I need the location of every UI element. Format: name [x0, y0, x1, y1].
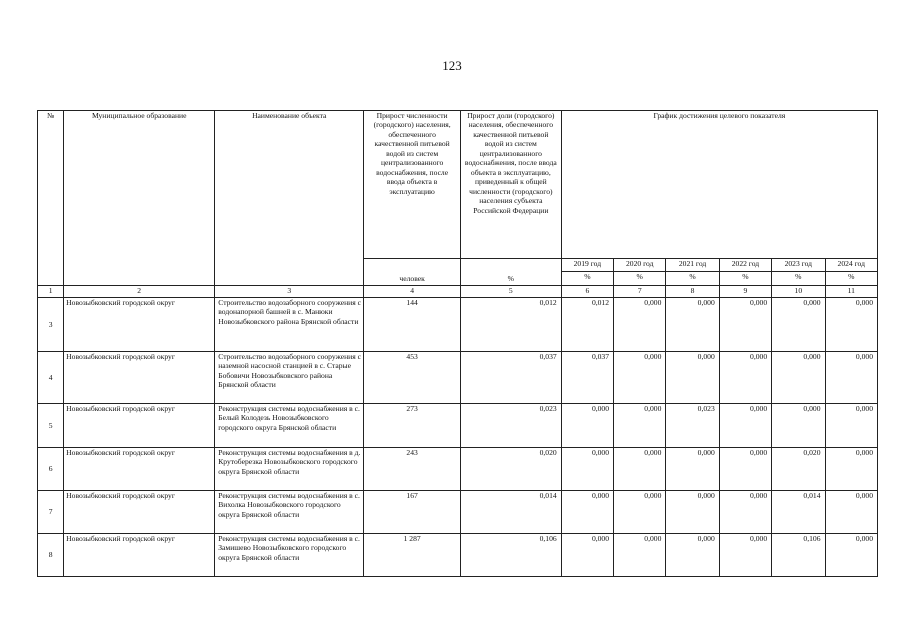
value-2022-cell: 0,000 — [719, 491, 771, 534]
header-num: № — [38, 111, 64, 286]
unit-2021: % — [666, 272, 719, 286]
table-row — [38, 448, 878, 491]
year-2022: 2022 год — [719, 259, 771, 272]
value-2019-cell: 0,000 — [561, 404, 613, 448]
value-2024-cell: 0,000 — [825, 352, 878, 404]
unit-2024: % — [825, 272, 878, 286]
value-2021-cell: 0,000 — [666, 491, 719, 534]
header-growth-population: Прирост численности (городского) населения, обеспеченного качественной питьевой водой из систем централизованного водоснабжения, после ввода объекта в эксплуатацию — [364, 111, 461, 259]
municipality-cell: Новозыбковский городской округ — [64, 491, 215, 534]
people-growth-cell: 167 — [364, 491, 461, 534]
share-growth-cell: 0,014 — [460, 491, 561, 534]
value-2021-cell: 0,000 — [666, 352, 719, 404]
unit-2020: % — [614, 272, 666, 286]
column-number: 5 — [460, 286, 561, 298]
municipality-cell: Новозыбковский городской округ — [64, 448, 215, 491]
table-row — [38, 298, 878, 352]
value-2022-cell: 0,000 — [719, 298, 771, 352]
table-row — [38, 534, 878, 577]
year-2020: 2020 год — [614, 259, 666, 272]
value-2021-cell: 0,000 — [666, 298, 719, 352]
object-name-cell: Строительство водозаборного сооружения с наземной насосной станцией в с. Старые Бобовичи Новозыбковского района Брянской области — [215, 352, 364, 404]
value-2019-cell: 0,000 — [561, 534, 613, 577]
value-2021-cell: 0,000 — [666, 448, 719, 491]
value-2024-cell: 0,000 — [825, 404, 878, 448]
value-2020-cell: 0,000 — [614, 448, 666, 491]
share-growth-cell: 0,020 — [460, 448, 561, 491]
value-2023-cell: 0,106 — [772, 534, 825, 577]
column-number: 8 — [666, 286, 719, 298]
municipality-cell: Новозыбковский городской округ — [64, 534, 215, 577]
share-growth-cell: 0,023 — [460, 404, 561, 448]
column-number: 11 — [825, 286, 878, 298]
year-2024: 2024 год — [825, 259, 878, 272]
people-growth-cell: 1 287 — [364, 534, 461, 577]
object-name-cell: Реконструкция системы водоснабжения в д. Крутоберезка Новозыбковского городского округа Брянской области — [215, 448, 364, 491]
value-2020-cell: 0,000 — [614, 534, 666, 577]
value-2019-cell: 0,000 — [561, 448, 613, 491]
value-2020-cell: 0,000 — [614, 298, 666, 352]
municipality-cell: Новозыбковский городской округ — [64, 352, 215, 404]
object-name-cell: Реконструкция системы водоснабжения в с. Замишево Новозыбковского городского округа Брянской области — [215, 534, 364, 577]
table-row — [38, 491, 878, 534]
people-growth-cell: 243 — [364, 448, 461, 491]
value-2024-cell: 0,000 — [825, 491, 878, 534]
column-number: 4 — [364, 286, 461, 298]
year-2019: 2019 год — [561, 259, 613, 272]
value-2023-cell: 0,000 — [772, 404, 825, 448]
value-2020-cell: 0,000 — [614, 404, 666, 448]
object-name-cell: Реконструкция системы водоснабжения в с. Вихолка Новозыбковского городского округа Брянской области — [215, 491, 364, 534]
municipality-cell: Новозыбковский городской округ — [64, 404, 215, 448]
target-indicator-table — [37, 110, 878, 577]
value-2022-cell: 0,000 — [719, 448, 771, 491]
value-2020-cell: 0,000 — [614, 491, 666, 534]
value-2023-cell: 0,000 — [772, 298, 825, 352]
value-2023-cell: 0,020 — [772, 448, 825, 491]
column-number: 2 — [64, 286, 215, 298]
people-growth-cell: 273 — [364, 404, 461, 448]
row-number: 6 — [38, 448, 64, 491]
year-2021: 2021 год — [666, 259, 719, 272]
value-2022-cell: 0,000 — [719, 534, 771, 577]
column-number: 3 — [215, 286, 364, 298]
value-2019-cell: 0,000 — [561, 491, 613, 534]
header-municipality: Муниципальное образование — [64, 111, 215, 286]
row-number: 3 — [38, 298, 64, 352]
unit-percent: % — [460, 259, 561, 286]
municipality-cell: Новозыбковский городской округ — [64, 298, 215, 352]
page-number: 123 — [442, 58, 462, 73]
column-number: 9 — [719, 286, 771, 298]
unit-2019: % — [561, 272, 613, 286]
value-2023-cell: 0,014 — [772, 491, 825, 534]
column-number: 10 — [772, 286, 825, 298]
value-2024-cell: 0,000 — [825, 298, 878, 352]
value-2021-cell: 0,023 — [666, 404, 719, 448]
header-object-name: Наименование объекта — [215, 111, 364, 286]
value-2024-cell: 0,000 — [825, 448, 878, 491]
value-2022-cell: 0,000 — [719, 352, 771, 404]
table-row — [38, 404, 878, 448]
column-number: 1 — [38, 286, 64, 298]
value-2019-cell: 0,037 — [561, 352, 613, 404]
row-number: 7 — [38, 491, 64, 534]
unit-2022: % — [719, 272, 771, 286]
value-2019-cell: 0,012 — [561, 298, 613, 352]
year-2023: 2023 год — [772, 259, 825, 272]
share-growth-cell: 0,012 — [460, 298, 561, 352]
column-number: 7 — [614, 286, 666, 298]
row-number: 4 — [38, 352, 64, 404]
header-row — [38, 111, 878, 259]
value-2024-cell: 0,000 — [825, 534, 878, 577]
value-2020-cell: 0,000 — [614, 352, 666, 404]
people-growth-cell: 144 — [364, 298, 461, 352]
share-growth-cell: 0,106 — [460, 534, 561, 577]
share-growth-cell: 0,037 — [460, 352, 561, 404]
unit-people: человек — [364, 259, 461, 286]
value-2023-cell: 0,000 — [772, 352, 825, 404]
row-number: 8 — [38, 534, 64, 577]
row-number: 5 — [38, 404, 64, 448]
table-row — [38, 352, 878, 404]
object-name-cell: Реконструкция системы водоснабжения в с. Белый Колодезь Новозыбковского городского округа Брянской области — [215, 404, 364, 448]
value-2021-cell: 0,000 — [666, 534, 719, 577]
column-number: 6 — [561, 286, 613, 298]
people-growth-cell: 453 — [364, 352, 461, 404]
header-schedule: График достижения целевого показателя — [561, 111, 877, 259]
object-name-cell: Строительство водозаборного сооружения с водонапорной башней в с. Манюки Новозыбковского района Брянской области — [215, 298, 364, 352]
column-numbers-row — [38, 286, 878, 298]
unit-2023: % — [772, 272, 825, 286]
header-growth-share: Прирост доли (городского) населения, обеспеченного качественной питьевой водой из систем централизованного водоснабжения, после ввода объекта в эксплуатацию, приведенный к общей численности (городского) населения субъекта Российской Федерации — [460, 111, 561, 259]
value-2022-cell: 0,000 — [719, 404, 771, 448]
